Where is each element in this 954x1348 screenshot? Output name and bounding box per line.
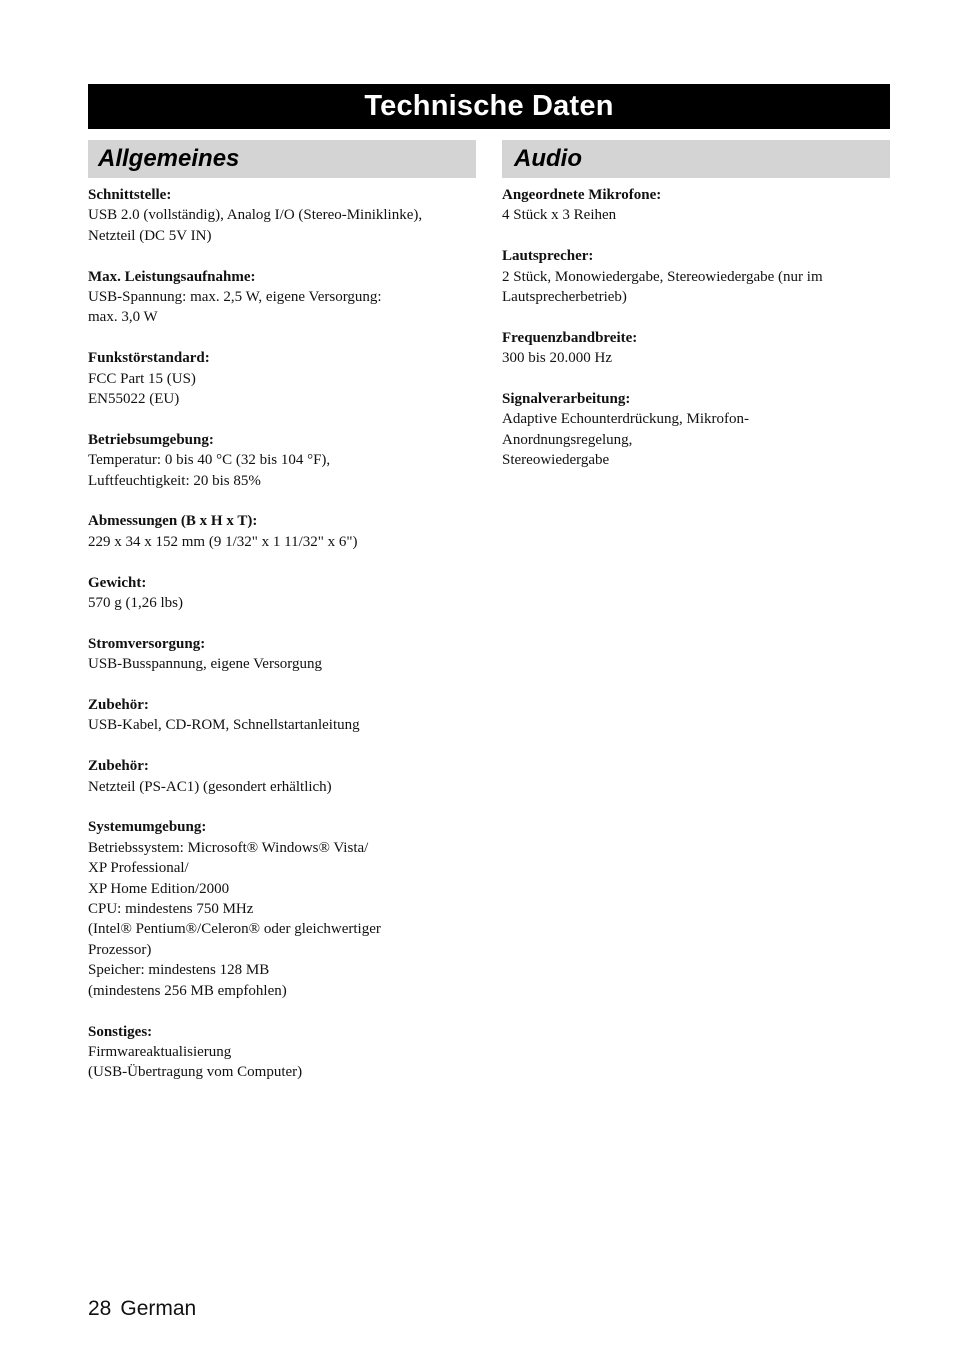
spec-value-line: Netzteil (DC 5V IN) bbox=[88, 227, 212, 244]
spec-label: Abmessungen (B x H x T): bbox=[88, 513, 258, 530]
spec-label: Zubehör: bbox=[88, 758, 149, 775]
spec-value-line: 229 x 34 x 152 mm (9 1/32" x 1 11/32" x 6") bbox=[88, 533, 358, 550]
spec-item bbox=[88, 267, 478, 328]
spec-value-line: EN55022 (EU) bbox=[88, 391, 180, 408]
section-heading-allgemeines: Allgemeines bbox=[88, 140, 476, 178]
spec-label: Signalverarbeitung: bbox=[502, 391, 631, 408]
spec-value-line: Netzteil (PS-AC1) (gesondert erhältlich) bbox=[88, 778, 332, 795]
spec-value-line: USB-Kabel, CD-ROM, Schnellstartanleitung bbox=[88, 717, 360, 734]
spec-label: Zubehör: bbox=[88, 697, 149, 714]
spec-label: Gewicht: bbox=[88, 574, 147, 591]
spec-item bbox=[88, 1022, 478, 1083]
spec-value-line: 570 g (1,26 lbs) bbox=[88, 595, 183, 612]
spec-value-line: 4 Stück x 3 Reihen bbox=[502, 207, 617, 224]
spec-value-line: Speicher: mindestens 128 MB bbox=[88, 962, 270, 979]
spec-value-line: Stereowiedergabe bbox=[502, 452, 610, 469]
spec-label: Angeordnete Mikrofone: bbox=[502, 187, 662, 203]
section-heading-audio: Audio bbox=[502, 140, 890, 178]
spec-item bbox=[88, 695, 478, 736]
general-specs-column bbox=[88, 185, 478, 1103]
spec-value-line: Betriebssystem: Microsoft® Windows® Vista/ bbox=[88, 839, 369, 856]
spec-label: Betriebsumgebung: bbox=[88, 431, 214, 448]
spec-label: Funkstörstandard: bbox=[88, 350, 210, 367]
page-footer bbox=[88, 1296, 196, 1322]
spec-item bbox=[88, 634, 478, 675]
spec-label: Schnittstelle: bbox=[88, 187, 172, 203]
spec-label: Systemumgebung: bbox=[88, 819, 207, 836]
spec-item bbox=[88, 348, 478, 409]
spec-value-line: Luftfeuchtigkeit: 20 bis 85% bbox=[88, 472, 261, 489]
spec-value-line: (mindestens 256 MB empfohlen) bbox=[88, 982, 287, 999]
spec-item bbox=[502, 246, 890, 307]
audio-specs-column bbox=[502, 185, 890, 491]
spec-item bbox=[502, 185, 890, 226]
spec-item bbox=[502, 328, 890, 369]
spec-value-line: XP Home Edition/2000 bbox=[88, 880, 230, 897]
spec-item bbox=[88, 511, 478, 552]
spec-label: Frequenzbandbreite: bbox=[502, 329, 638, 346]
spec-value-line: (Intel® Pentium®/Celeron® oder gleichwertiger bbox=[88, 921, 381, 938]
spec-value-line: CPU: mindestens 750 MHz bbox=[88, 901, 254, 918]
spec-value-line: XP Professional/ bbox=[88, 860, 189, 877]
spec-value-line: USB-Busspannung, eigene Versorgung bbox=[88, 656, 323, 673]
spec-value-line: 2 Stück, Monowiedergabe, Stereowiedergabe (nur im bbox=[502, 268, 823, 285]
spec-value-line: USB 2.0 (vollständig), Analog I/O (Stereo-Miniklinke), bbox=[88, 207, 423, 224]
spec-value-line: 300 bis 20.000 Hz bbox=[502, 350, 612, 367]
page-number: 28 bbox=[88, 1297, 112, 1320]
spec-item bbox=[88, 756, 478, 797]
spec-value-line: Anordnungsregelung, bbox=[502, 431, 633, 448]
spec-value-line: Firmwareaktualisierung bbox=[88, 1043, 232, 1060]
spec-value-line: Prozessor) bbox=[88, 941, 152, 958]
spec-label: Stromversorgung: bbox=[88, 635, 206, 652]
spec-label: Lautsprecher: bbox=[502, 248, 594, 265]
spec-value-line: Adaptive Echounterdrückung, Mikrofon- bbox=[502, 411, 750, 428]
spec-value-line: max. 3,0 W bbox=[88, 309, 158, 326]
page-title: Technische Daten bbox=[88, 84, 890, 129]
spec-item bbox=[88, 185, 478, 246]
spec-value-line: Lautsprecherbetrieb) bbox=[502, 289, 627, 306]
spec-item bbox=[502, 389, 890, 471]
spec-item bbox=[88, 430, 478, 491]
spec-label: Sonstiges: bbox=[88, 1023, 153, 1040]
spec-item bbox=[88, 573, 478, 614]
spec-item bbox=[88, 817, 478, 1001]
spec-label: Max. Leistungsaufnahme: bbox=[88, 268, 256, 285]
spec-value-line: Temperatur: 0 bis 40 °C (32 bis 104 °F), bbox=[88, 452, 331, 469]
spec-value-line: USB-Spannung: max. 2,5 W, eigene Versorgung: bbox=[88, 289, 382, 306]
footer-language: German bbox=[120, 1297, 197, 1320]
spec-value-line: FCC Part 15 (US) bbox=[88, 370, 196, 387]
spec-value-line: (USB-Übertragung vom Computer) bbox=[88, 1064, 303, 1081]
